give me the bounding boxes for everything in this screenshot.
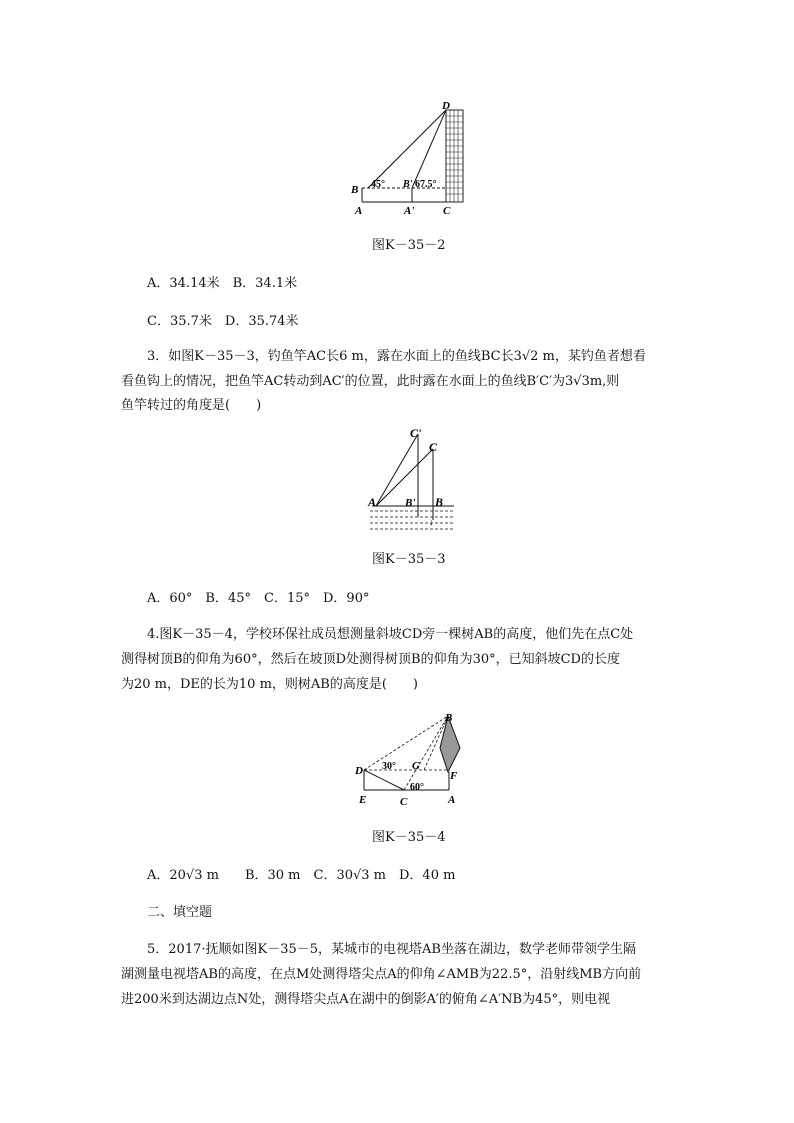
label-B2: B': [405, 497, 416, 509]
caption-k35-3: 图K－35－3: [372, 552, 446, 567]
q5-line3: 进200米到达湖边点N处，测得塔尖点A在湖中的倒影A′的俯角∠A′NB为45°，则电视: [121, 992, 611, 1007]
label-A: A: [355, 205, 363, 217]
line-B2-D: [412, 110, 446, 188]
q5-line2: 湖测量电视塔AB的高度，在点M处测得塔尖点A的仰角∠AMB为22.5°，沿射线MB方向前: [121, 967, 642, 982]
line-B-D: [368, 110, 446, 188]
angle-45: 45°: [371, 179, 385, 190]
label-G: G: [412, 760, 420, 772]
q4-line3: 为20 m，DE的长为10 m，则树AB的高度是( ): [121, 677, 419, 692]
q3-line1: 3．如图K－35－3，钓鱼竿AC长6 m，露在水面上的鱼线BC长3√2 m，某钓鱼者想看: [147, 349, 646, 364]
label-B: B: [435, 495, 444, 509]
q3-options: A．60° B．45° C．15° D．90°: [147, 591, 370, 606]
label-C: C: [429, 440, 438, 454]
section-title: 二、填空题: [147, 905, 213, 920]
label-D: D: [355, 765, 363, 777]
q2-options-line2: C．35.7米 D．35.74米: [147, 314, 299, 329]
q4-options: A．20√3 m B．30 m C．30√3 m D．40 m: [147, 868, 456, 883]
q2-options-line1: A．34.14米 B．34.1米: [147, 276, 298, 291]
label-B2: B': [403, 179, 413, 190]
label-A2: A': [404, 205, 415, 217]
label-F: F: [450, 770, 458, 782]
label-E: E: [359, 794, 367, 806]
label-C2: C': [410, 426, 422, 440]
angle-60: 60°: [410, 782, 424, 793]
label-A: A: [448, 794, 456, 806]
angle-30: 30°: [382, 761, 396, 772]
label-A: A: [368, 495, 377, 509]
caption-k35-4: 图K－35－4: [372, 830, 446, 845]
caption-k35-2: 图K－35－2: [372, 238, 446, 253]
label-B: B: [351, 184, 359, 196]
angle-67-5: 67.5°: [415, 179, 437, 190]
q3-line2: 看鱼钩上的情况，把鱼竿AC转动到AC′的位置，此时露在水面上的鱼线B′C′为3√3m,则: [121, 374, 620, 389]
q5-line1: 5．2017·抚顺如图K－35－5，某城市的电视塔AB坐落在湖边，数学老师带领学生隔: [147, 942, 636, 957]
label-C: C: [400, 796, 408, 808]
q4-line2: 测得树顶B的仰角为60°，然后在坡顶D处测得树顶B的仰角为30°，已知斜坡CD的长度: [121, 652, 620, 667]
q3-line3: 鱼竿转过的角度是( ): [121, 398, 262, 413]
q4-line1: 4.图K－35－4，学校环保社成员想测量斜坡CD旁一棵树AB的高度，他们先在点C处: [147, 627, 634, 642]
tower-grid: [446, 110, 463, 202]
label-C: C: [443, 205, 451, 217]
svg-text:↓: ↓: [429, 517, 434, 527]
label-D: D: [442, 100, 450, 112]
figure-k35-2: [340, 100, 480, 220]
figure-k35-3: [362, 424, 462, 536]
figure-k35-4: [352, 708, 472, 808]
label-B: B: [445, 712, 453, 724]
